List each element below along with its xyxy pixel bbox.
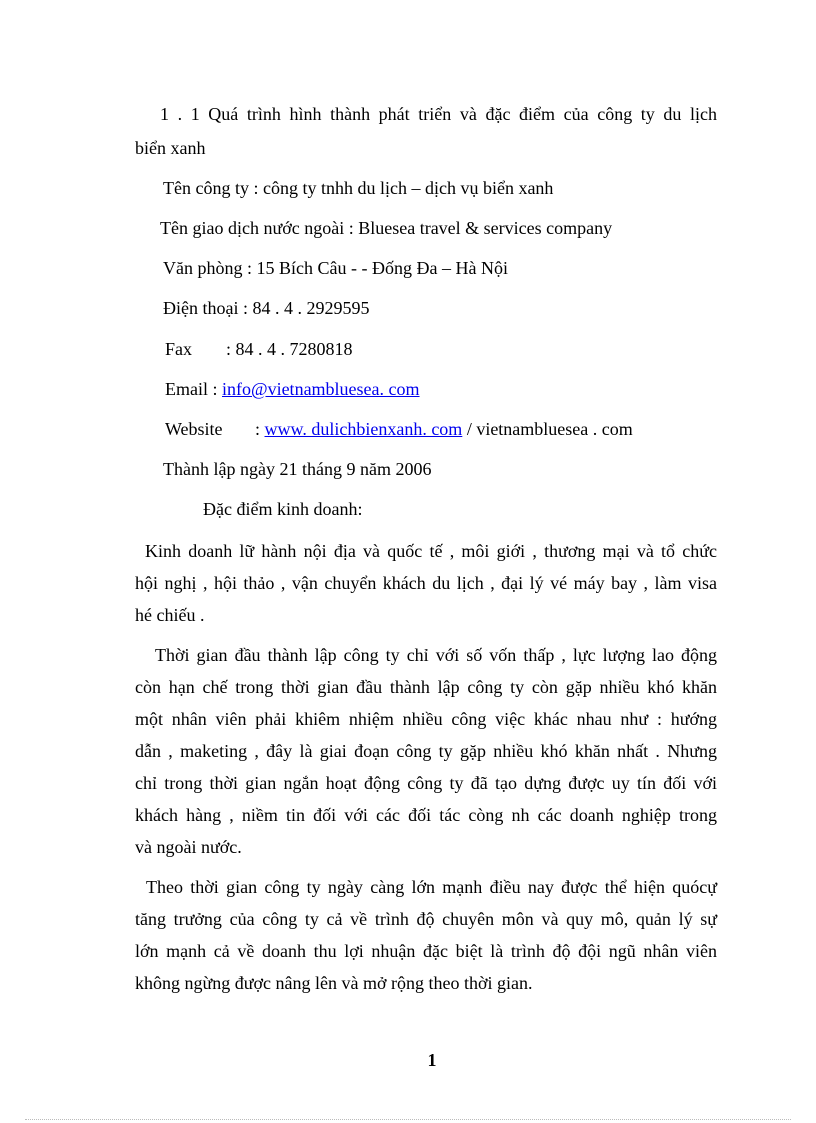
website-link[interactable]: www. dulichbienxanh. com bbox=[264, 419, 463, 439]
website-row bbox=[165, 418, 633, 440]
fax-row bbox=[165, 338, 353, 360]
para2-line5: chỉ trong thời gian ngắn hoạt động công ty đã tạo dựng được uy tín đối với bbox=[135, 773, 717, 793]
para1-line2: hội nghị , hội thảo , vận chuyển khách du lịch , đại lý vé máy bay , làm visa bbox=[135, 573, 717, 593]
section-heading-line1: 1 . 1 Quá trình hình thành phát triển và đặc điểm của công ty du lịch bbox=[160, 104, 717, 124]
founded-date: Thành lập ngày 21 tháng 9 năm 2006 bbox=[163, 459, 432, 479]
para2-line4: dẫn , maketing , đây là giai đoạn công ty gặp nhiều khó khăn nhất . Nhưng bbox=[135, 741, 717, 761]
phone: Điện thoại : 84 . 4 . 2929595 bbox=[163, 298, 370, 318]
para3-line3: lớn mạnh cả về doanh thu lợi nhuận đặc biệt là trình độ đội ngũ nhân viên bbox=[135, 941, 717, 961]
company-name: Tên công ty : công ty tnhh du lịch – dịch vụ biển xanh bbox=[163, 178, 554, 198]
page-bottom-divider bbox=[25, 1119, 791, 1120]
office-address: Văn phòng : 15 Bích Câu - - Đống Đa – Hà Nội bbox=[163, 258, 508, 278]
para2-line7: và ngoài nước. bbox=[135, 837, 242, 857]
para3-line1: Theo thời gian công ty ngày càng lớn mạnh điều nay được thể hiện quócự bbox=[146, 877, 717, 897]
email-link[interactable]: info@vietnambluesea. com bbox=[222, 379, 420, 399]
para1-line1: Kinh doanh lữ hành nội địa và quốc tế , môi giới , thương mại và tổ chức bbox=[145, 541, 717, 561]
website-rest: / vietnambluesea . com bbox=[462, 419, 633, 439]
email-row bbox=[165, 378, 420, 400]
para2-line3: một nhân viên phải khiêm nhiệm nhiều công việc khác nhau như : hướng bbox=[135, 709, 717, 729]
para2-line6: khách hàng , niềm tin đối với các đối tác còng nh các doanh nghiệp trong bbox=[135, 805, 717, 825]
fax-value: : 84 . 4 . 7280818 bbox=[226, 339, 353, 359]
fax-label: Fax bbox=[165, 339, 192, 359]
para3-line4: không ngừng được nâng lên và mở rộng theo thời gian. bbox=[135, 973, 533, 993]
website-label: Website bbox=[165, 419, 223, 439]
para3-line2: tăng trưởng của công ty cả về trình độ chuyên môn và quy mô, quản lý sự bbox=[135, 909, 717, 929]
section-heading-line2: biển xanh bbox=[135, 138, 206, 158]
website-sep: : bbox=[255, 419, 265, 439]
para2-line1: Thời gian đầu thành lập công ty chỉ với số vốn thấp , lực lượng lao động bbox=[155, 645, 717, 665]
page-number: 1 bbox=[427, 1050, 437, 1070]
para2-line2: còn hạn chế trong thời gian đầu thành lập công ty còn gặp nhiều khó khăn bbox=[135, 677, 717, 697]
para1-line3: hé chiếu . bbox=[135, 605, 205, 625]
email-label: Email : bbox=[165, 379, 222, 399]
business-heading: Đặc điểm kinh doanh: bbox=[203, 499, 363, 519]
foreign-name: Tên giao dịch nước ngoài : Bluesea travel & services company bbox=[160, 218, 613, 238]
